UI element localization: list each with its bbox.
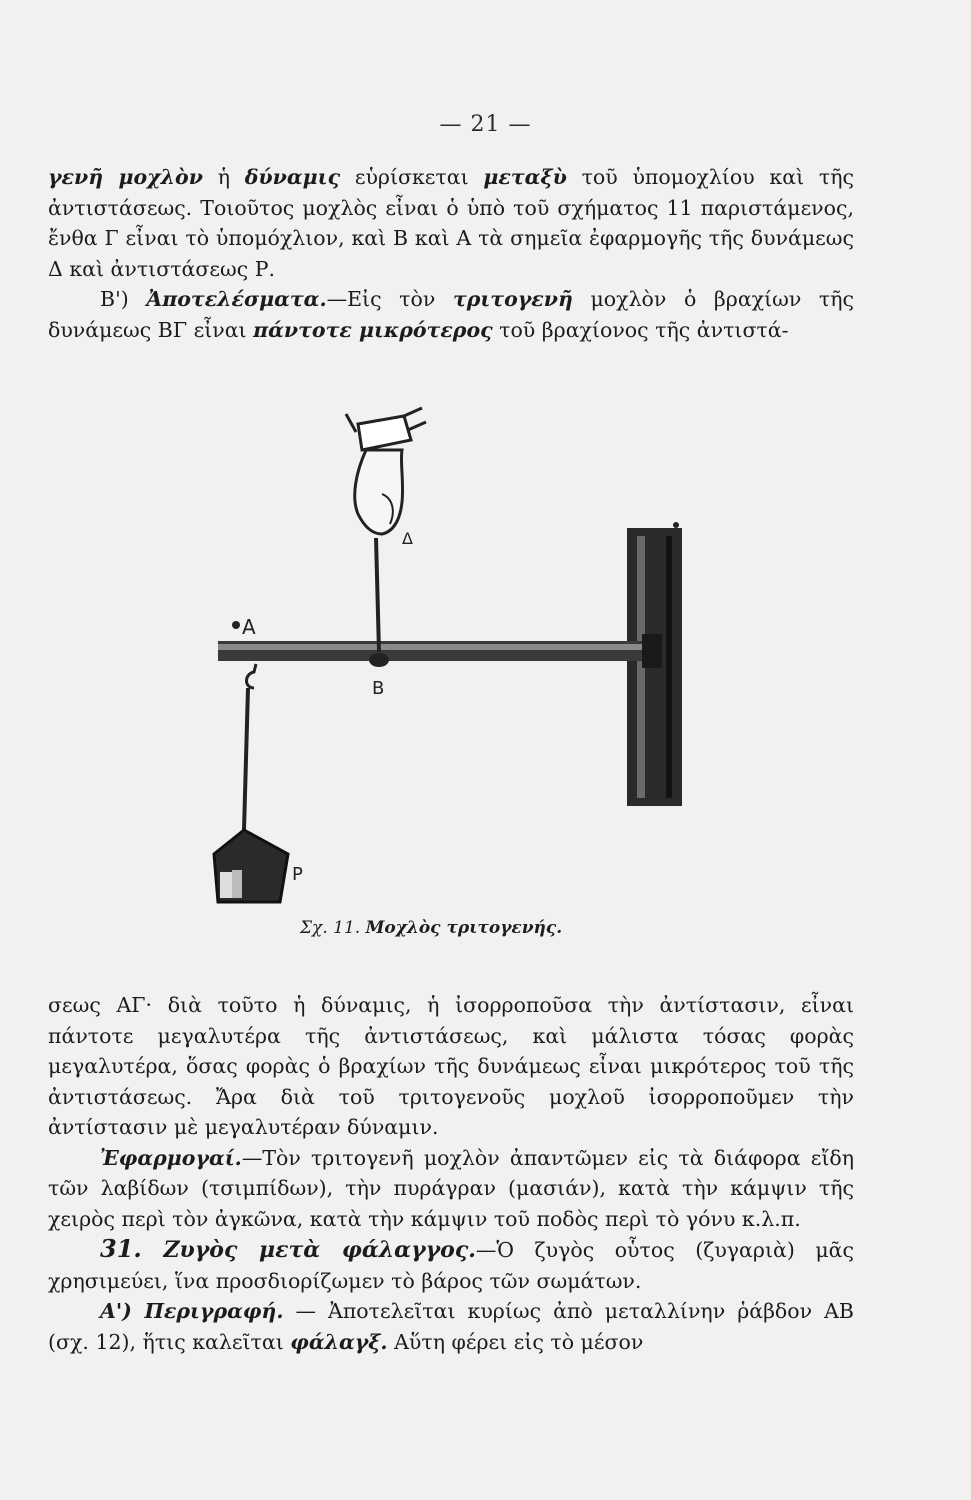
paragraph-lever-definition [48,162,854,284]
section-heading: Α') Περιγραφή. [100,1299,284,1323]
bold-term: τριτογενῆ [452,287,573,311]
text-run: ἡ [202,165,245,189]
page-number: — 21 — [439,112,532,137]
section-heading: Ἐφαρμογαί. [100,1145,242,1170]
force-rod [376,538,379,652]
paragraph-continuation: σεως ΑΓ· διὰ τοῦτο ἡ δύναμις, ἡ ἰσορροποῦσα τὴν ἀντίστασιν, εἶναι πάντοτε μεγαλυτέρα τῆς ἀντιστάσεως, καὶ μάλιστα τόσας φορὰς μεγαλυτέρα, ὅσας φορὰς ὁ βραχίων τῆς δυνάμεως εἶναι μικρότερος τοῦ τῆς ἀντιστάσεως. Ἄρα διὰ τοῦ τριτογενοῦς μοχλοῦ ἰσορροποῦμεν τὴν ἀντίστασιν μὲ μεγαλυτέραν δύναμιν. [48,993,854,1139]
text-run: —Ὁ ζυγὸς οὗτος (ζυγαριὰ) μᾶς χρησιμεύει, ἵνα προσδιορίζωμεν τὸ βάρος τῶν σωμάτων. [48,1238,854,1293]
paragraph-applications [48,1143,854,1235]
text-run: Αὕτη φέρει εἰς τὸ μέσον [387,1329,644,1354]
bottom-text-block [48,990,854,1357]
paragraph-balance-scale [48,1234,854,1296]
bold-term: γενῆ μοχλὸν [48,165,203,189]
weight-drawing [214,830,288,902]
weight-rod [244,688,248,830]
paragraph-results [48,284,854,345]
text-run: εὑρίσκεται [340,165,484,189]
bold-term: φάλαγξ. [290,1329,388,1354]
text-run: — Ἀποτελεῖται κυρίως ἀπὸ μεταλλίνην ῥάβδον ΑΒ (σχ. 12), ἥτις καλεῖται [48,1299,854,1354]
text-run: τοῦ βραχίονος τῆς ἀντιστά- [492,317,789,342]
section-heading: Ἀποτελέσματα. [146,287,327,311]
section-title: Ζυγὸς μετὰ φάλαγγος. [141,1237,476,1263]
section-number: 31. [100,1234,142,1263]
text-run: Β') [100,287,147,311]
text-run: —Τὸν τριτογενῆ μοχλὸν ἀπαντῶμεν εἰς τὰ διάφορα εἴδη τῶν λαβίδων (τσιμπίδων), τὴν πυράγραν (μασιάν), κατὰ τὴν κάμψιν τῆς χειρὸς περὶ τὸν ἀγκῶνα, κατὰ τὴν κάμψιν τοῦ ποδὸς περὶ τὸ γόνυ κ.λ.π. [48,1145,854,1231]
caption-title: Μοχλὸς τριτογενής. [365,918,563,938]
figure-caption [300,918,620,938]
label-b: B [372,678,385,699]
top-text-block [48,162,854,345]
text-run: τοῦ ὑπομοχλίου καὶ τῆς ἀντιστάσεως. Τοιοῦτος μοχλὸς εἶναι ὁ ὑπὸ τοῦ σχήματος 11 παριστάμενος, ἔνθα Γ εἶναι τὸ ὑπομόχλιον, καὶ Β καὶ Α τὰ σημεῖα ἐφαρμογῆς τῆς δυνάμεως Δ καὶ ἀντιστάσεως Ρ. [48,165,854,281]
bold-term: δύναμις [244,165,341,189]
hand-drawing [346,408,426,534]
paragraph-description [48,1296,854,1357]
bold-term: πάντοτε μικρότερος [253,317,493,342]
lever-illustration [196,402,716,922]
label-p: P [292,864,303,885]
caption-prefix: Σχ. 11. [300,918,366,938]
label-a: A [242,615,256,639]
label-d: Δ [402,529,413,548]
text-run: —Εἰς τὸν [326,287,453,311]
bold-term: μεταξὺ [483,165,567,189]
text-run: μοχλὸν ὁ βραχίων τῆς δυνάμεως ΒΓ εἶναι [48,287,855,342]
